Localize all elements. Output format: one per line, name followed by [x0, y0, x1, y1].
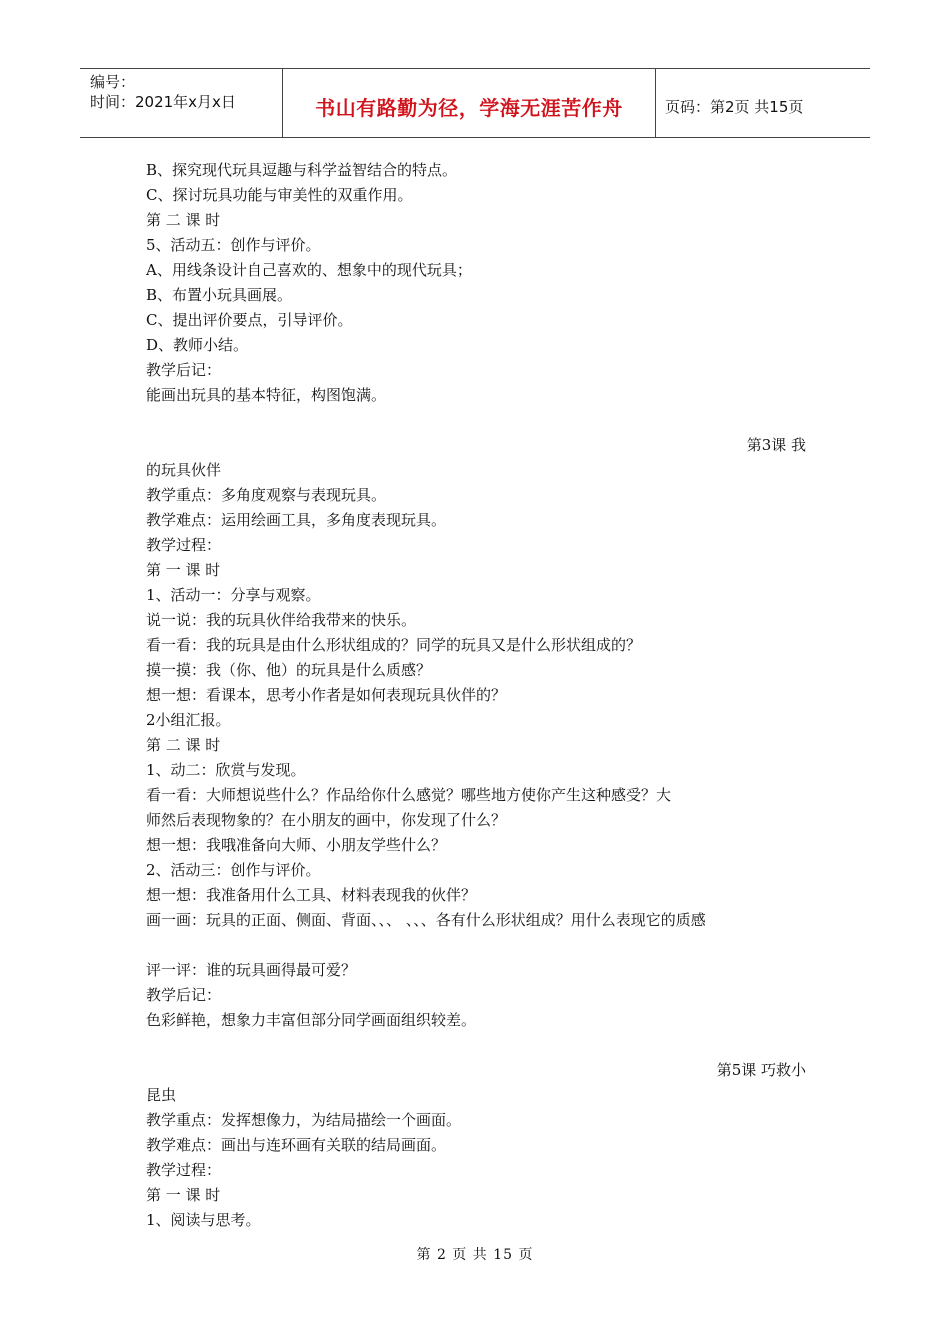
body-line: 教学重点：发挥想像力，为结局描绘一个画面。 — [146, 1111, 462, 1129]
body-line: 想一想：看课本，思考小作者是如何表现玩具伙伴的？ — [146, 686, 507, 704]
body-line: 评一评：谁的玩具画得最可爱？ — [146, 961, 357, 979]
lesson-title: 第5课 巧救小 — [716, 1061, 806, 1079]
section-heading: 第 一 课 时 — [146, 1186, 221, 1204]
document-number-label: 编号： — [90, 73, 136, 91]
body-line: 1、活动一：分享与观察。 — [146, 586, 321, 604]
body-line: 色彩鲜艳，想象力丰富但部分同学画面组织较差。 — [146, 1011, 477, 1029]
body-line: 看一看：大师想说些什么？作品给你什么感觉？哪些地方使你产生这种感受？大 — [146, 786, 672, 804]
body-line: 教学后记： — [146, 986, 222, 1004]
body-line: C、提出评价要点，引导评价。 — [146, 311, 353, 329]
body-line: 画一画：玩具的正面、侧面、背面、、、 、、、各有什么形状组成？用什么表现它的质感 — [146, 911, 706, 929]
body-line: 说一说：我的玩具伙伴给我带来的快乐。 — [146, 611, 417, 629]
section-heading: 第 二 课 时 — [146, 736, 221, 754]
document-date: 时间：2021年x月x日 — [90, 93, 236, 111]
body-line: 教学过程： — [146, 1161, 222, 1179]
page-header — [80, 68, 870, 138]
body-line: 教学难点：运用绘画工具，多角度表现玩具。 — [146, 511, 447, 529]
header-page-cell — [655, 69, 870, 137]
blank-line — [146, 1033, 814, 1058]
body-line: B、布置小玩具画展。 — [146, 286, 293, 304]
blank-line — [146, 408, 814, 433]
body-line: 2、活动三：创作与评价。 — [146, 861, 321, 879]
body-line: C、探讨玩具功能与审美性的双重作用。 — [146, 186, 413, 204]
section-heading: 第 二 课 时 — [146, 211, 221, 229]
header-meta — [80, 69, 282, 137]
body-line: 摸一摸：我（你、他）的玩具是什么质感？ — [146, 661, 432, 679]
body-line: 能画出玩具的基本特征，构图饱满。 — [146, 386, 387, 404]
body-line: 教学后记： — [146, 361, 222, 379]
body-line: 想一想：我哦准备向大师、小朋友学些什么？ — [146, 836, 447, 854]
body-line: A、用线条设计自己喜欢的、想象中的现代玩具； — [146, 261, 472, 279]
body-line: 教学过程： — [146, 536, 222, 554]
header-page-info: 页码：第2页 共15页 — [665, 97, 804, 116]
body-line: D、教师小结。 — [146, 336, 249, 354]
body-line: 师然后表现物象的？在小朋友的画中，你发现了什么？ — [146, 811, 507, 829]
header-motto: 书山有路勤为径，学海无涯苦作舟 — [315, 95, 623, 120]
body-line: 教学难点：画出与连环画有关联的结局画面。 — [146, 1136, 447, 1154]
body-line: 看一看：我的玩具是由什么形状组成的？同学的玩具又是什么形状组成的？ — [146, 636, 642, 654]
lesson-title-continued: 昆虫 — [146, 1086, 177, 1104]
body-line: 2小组汇报。 — [146, 711, 231, 729]
blank-line — [146, 933, 814, 958]
document-body — [146, 158, 814, 1233]
body-line: 1、阅读与思考。 — [146, 1211, 261, 1229]
body-line: B、探究现代玩具逗趣与科学益智结合的特点。 — [146, 161, 458, 179]
lesson-title-continued: 的玩具伙伴 — [146, 461, 222, 479]
body-line: 1、动二：欣赏与发现。 — [146, 761, 306, 779]
body-line: 5、活动五：创作与评价。 — [146, 236, 321, 254]
lesson-title: 第3课 我 — [746, 436, 806, 454]
body-line: 想一想：我准备用什么工具、材料表现我的伙伴？ — [146, 886, 477, 904]
section-heading: 第 一 课 时 — [146, 561, 221, 579]
page-footer: 第 2 页 共 15 页 — [416, 1247, 534, 1263]
header-motto-cell — [282, 69, 656, 137]
body-line: 教学重点：多角度观察与表现玩具。 — [146, 486, 387, 504]
